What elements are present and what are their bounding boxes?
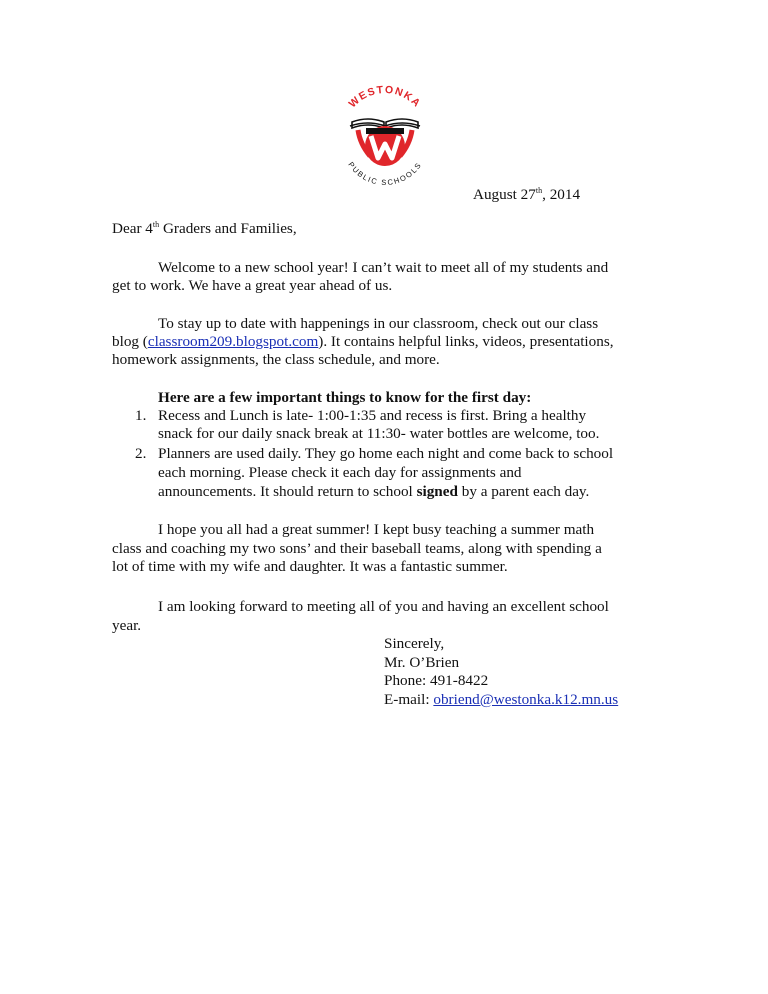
list-item2-line1: Planners are used daily. They go home each night and come back to school (158, 445, 614, 462)
signature-phone: Phone: 491-8422 (384, 672, 489, 689)
logo-top-text: WESTONKA (346, 83, 424, 111)
greeting-prefix: Dear 4 (112, 220, 153, 237)
para2-line2 (112, 333, 614, 351)
date-year: , 2014 (542, 186, 581, 203)
list-item2-line3-b: by a parent each day. (457, 483, 590, 500)
list-item1-line2: snack for our daily snack break at 11:30- water bottles are welcome, too. (158, 425, 600, 442)
list-item2-number: 2. (135, 445, 147, 462)
para3-line1: I hope you all had a great summer! I kept busy teaching a summer math (158, 521, 595, 538)
email-link[interactable]: obriend@westonka.k12.mn.us (433, 691, 619, 708)
westonka-logo (330, 82, 440, 192)
para4-line2: year. (112, 617, 142, 634)
signature-email-line (384, 691, 618, 709)
para2-blog-prefix: blog ( (112, 333, 148, 350)
date-suffix: th (535, 186, 543, 195)
list-item2-line2: each morning. Please check it each day for assignments and (158, 464, 522, 481)
blog-link[interactable]: classroom209.blogspot.com (147, 333, 319, 350)
para2-line1: To stay up to date with happenings in our classroom, check out our class (158, 315, 599, 332)
signature-name: Mr. O’Brien (384, 654, 460, 671)
para1-line1: Welcome to a new school year! I can’t wait to meet all of my students and (158, 259, 609, 276)
w-emblem (358, 126, 412, 166)
list-item1-line1: Recess and Lunch is late- 1:00-1:35 and recess is first. Bring a healthy (158, 407, 587, 424)
list-item2-line3 (158, 483, 589, 501)
email-label: E-mail: (384, 691, 434, 708)
greeting-rest: Graders and Families, (159, 220, 297, 237)
para2-line3: homework assignments, the class schedule, and more. (112, 351, 440, 368)
para3-line3: lot of time with my wife and daughter. It was a fantastic summer. (112, 558, 508, 575)
signed-emphasis: signed (416, 483, 458, 500)
para4-line1: I am looking forward to meeting all of you and having an excellent school (158, 598, 609, 615)
logo-bottom-text: PUBLIC SCHOOLS (346, 160, 424, 188)
list-item2-line3-a: announcements. It should return to school (158, 483, 417, 500)
greeting-suffix: th (152, 220, 160, 229)
para3-line2: class and coaching my two sons’ and their baseball teams, along with spending a (112, 540, 602, 557)
list-item1-number: 1. (135, 407, 147, 424)
letter-date (473, 186, 580, 204)
para2-blog-suffix: ). It contains helpful links, videos, presentations, (318, 333, 614, 350)
signature-closing: Sincerely, (384, 635, 445, 652)
list-heading: Here are a few important things to know for the first day: (158, 389, 532, 406)
greeting (112, 220, 297, 238)
date-month-day: August 27 (473, 186, 536, 203)
para1-line2: get to work. We have a great year ahead of us. (112, 277, 393, 294)
